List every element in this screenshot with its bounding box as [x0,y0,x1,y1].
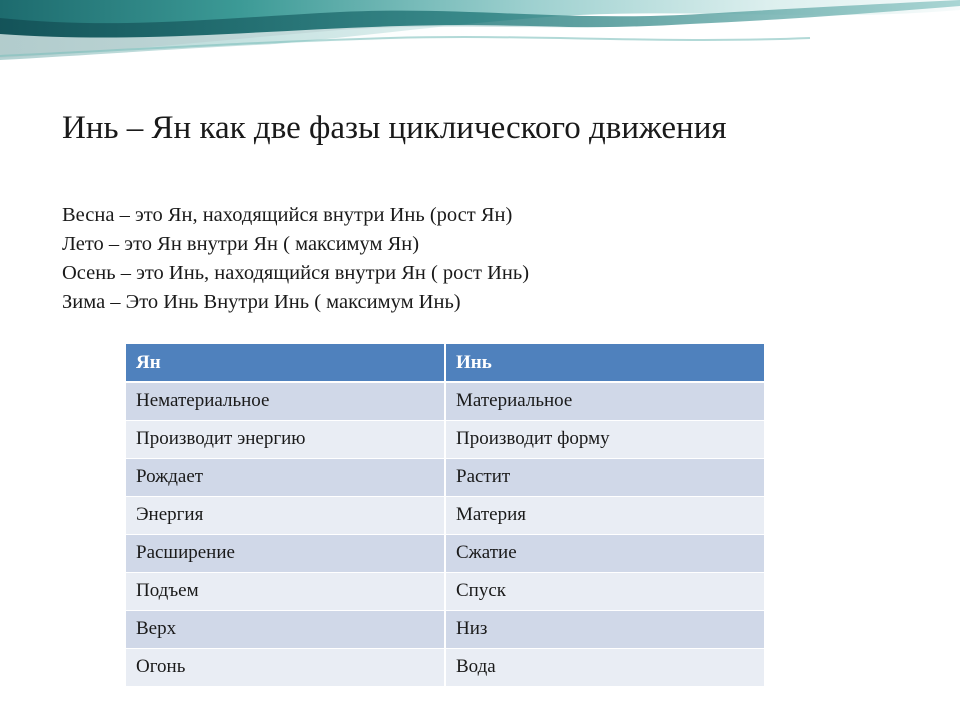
table-cell-yin: Растит [445,458,765,496]
season-line-spring: Весна – это Ян, находящийся внутри Инь (рост Ян) [62,204,513,226]
table-cell-yin: Производит форму [445,420,765,458]
table-cell-yang: Огонь [126,648,445,686]
table-cell-yin: Материя [445,496,765,534]
table-cell-yin: Спуск [445,572,765,610]
yin-yang-comparison-table [126,344,766,687]
decorative-wave-banner [0,0,960,78]
table-row [126,496,765,534]
table-row [126,534,765,572]
season-description-list [62,201,862,317]
table-row [126,572,765,610]
table-cell-yin: Сжатие [445,534,765,572]
season-line-winter: Зима – Это Инь Внутри Инь ( максимум Инь) [62,291,461,313]
slide-title: Инь – Ян как две фазы циклического движения [62,110,727,146]
season-line-autumn: Осень – это Инь, находящийся внутри Ян ( рост Инь) [62,262,530,284]
table-row [126,382,765,420]
table-row [126,648,765,686]
table-cell-yin: Низ [445,610,765,648]
table-cell-yang: Рождает [126,458,445,496]
table-cell-yin: Вода [445,648,765,686]
table-row [126,420,765,458]
table-row [126,610,765,648]
column-header-yang: Ян [126,344,445,382]
table-row [126,458,765,496]
table-cell-yang: Нематериальное [126,382,445,420]
column-header-yin: Инь [445,344,765,382]
table-cell-yang: Производит энергию [126,420,445,458]
table-cell-yang: Верх [126,610,445,648]
season-line-summer: Лето – это Ян внутри Ян ( максимум Ян) [62,233,420,255]
table-cell-yang: Энергия [126,496,445,534]
wave-graphic [0,0,960,78]
table-cell-yin: Материальное [445,382,765,420]
table-cell-yang: Подъем [126,572,445,610]
table-cell-yang: Расширение [126,534,445,572]
table-header-row [126,344,765,382]
